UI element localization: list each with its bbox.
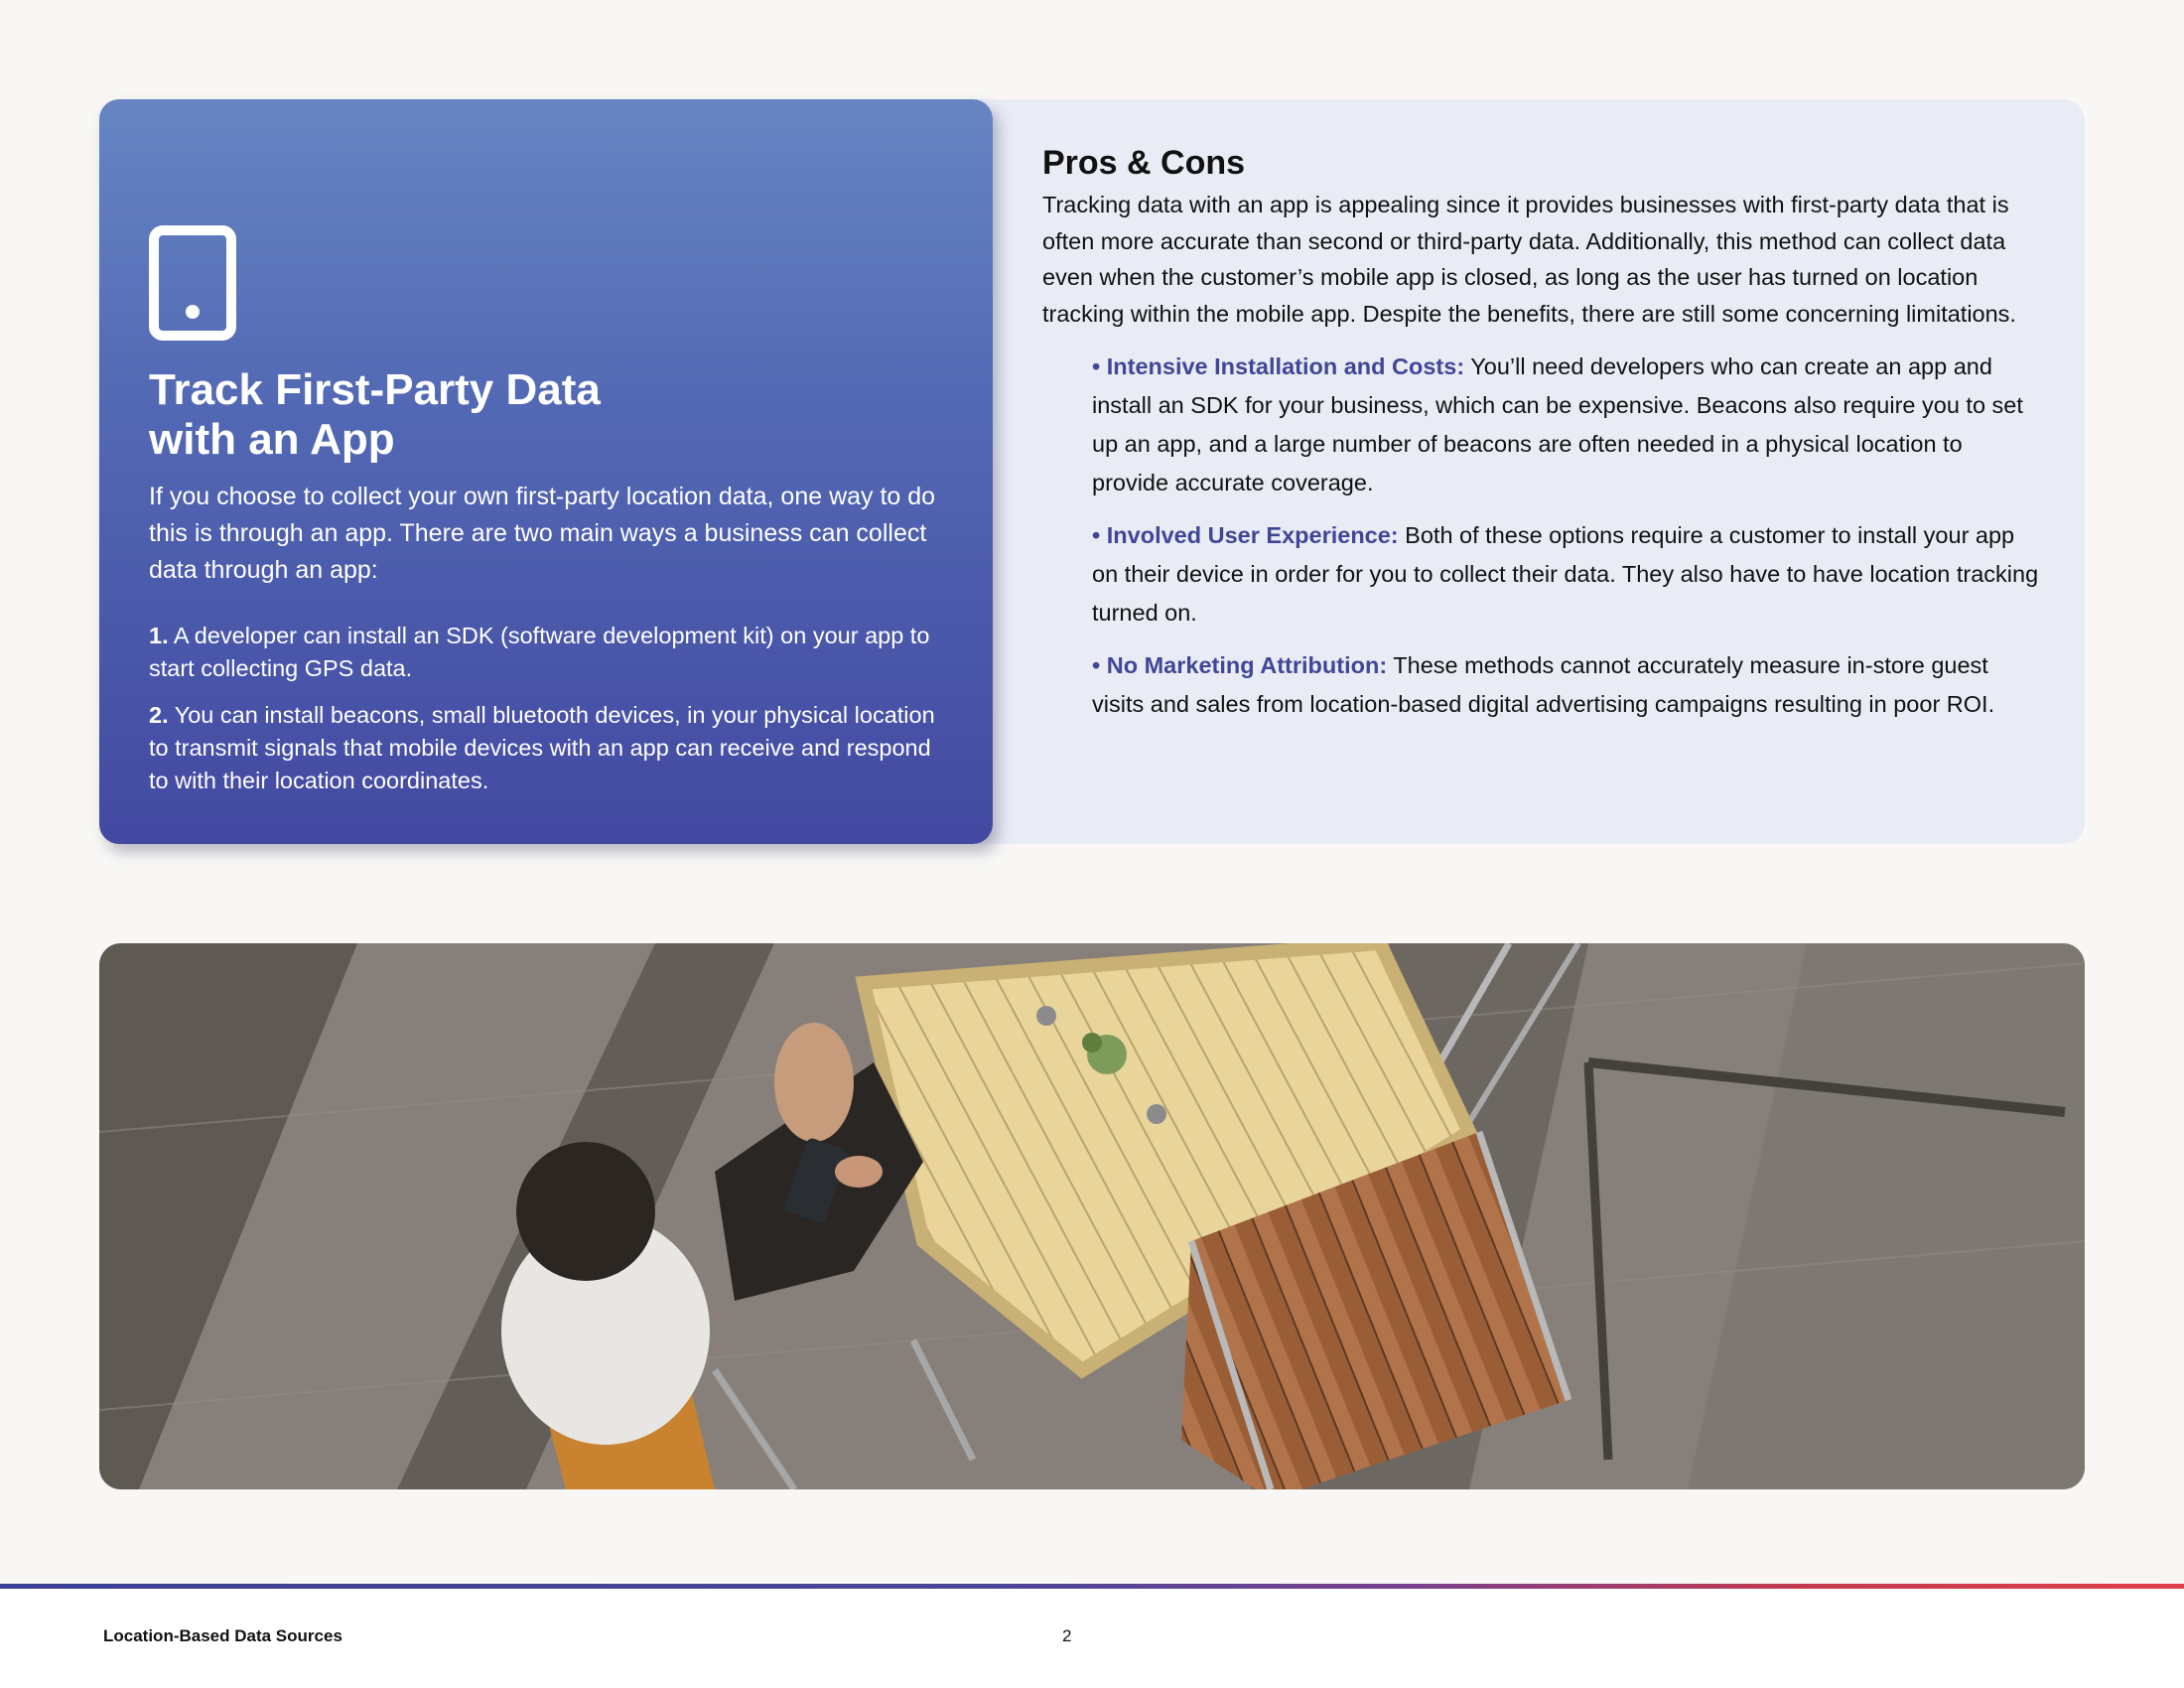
- bullet-label: • No Marketing Attribution:: [1092, 652, 1388, 678]
- panel-intro: If you choose to collect your own first-party location data, one way to do this is through an app. There are two main ways a business can collect data through an app:: [149, 483, 936, 584]
- bullet-text: Both of these options require a customer to install your app on their device in order for you to collect their data. They also have to have location tracking turned on.: [1092, 522, 2039, 626]
- page-number: 2: [1062, 1626, 1072, 1645]
- list-item: [1092, 516, 2045, 633]
- bullet-label: • Intensive Installation and Costs:: [1092, 353, 1465, 379]
- section-title: Pros & Cons: [1042, 144, 1246, 182]
- bullet-text: These methods cannot accurately measure in-store guest visits and sales from location-based digital advertising campaigns resulting in poor ROI.: [1092, 652, 1995, 717]
- mobile-phone-icon: [149, 225, 236, 341]
- pros-cons-section: [1042, 139, 2039, 738]
- step-number: 1.: [149, 623, 169, 648]
- step-number: 2.: [149, 702, 169, 728]
- bullet-label: • Involved User Experience:: [1092, 522, 1399, 548]
- step-text: You can install beacons, small bluetooth devices, in your physical location to transmit signals that mobile devices with an app can receive and respond to with their location coordinates.: [149, 702, 935, 793]
- panel-title: Track First-Party Data with an App: [149, 365, 601, 464]
- step-item: [149, 699, 953, 797]
- cafe-photo: [99, 943, 2085, 1489]
- step-text: A developer can install an SDK (software development kit) on your app to start collecting GPS data.: [149, 623, 930, 681]
- list-item: [1092, 646, 2045, 724]
- limitations-list: [1092, 348, 2045, 724]
- section-body: Tracking data with an app is appealing since it provides businesses with first-party data that is often more accurate than second or third-party data. Additionally, this method can collect data even when the customer’s mobile app is closed, as long as the user has turned on location tracking within the mobile app. Despite the benefits, there are still some concerning limitations.: [1042, 192, 2016, 327]
- bullet-text: You’ll need developers who can create an app and install an SDK for your business, which can be expensive. Beacons also require you to set up an app, and a large number of beacons are often needed in a physical location to provide accurate coverage.: [1092, 353, 2023, 495]
- footer-title: Location-Based Data Sources: [103, 1626, 342, 1645]
- list-item: [1092, 348, 2045, 502]
- app-tracking-panel: [99, 99, 993, 844]
- step-item: [149, 620, 953, 685]
- steps-list: [149, 620, 953, 811]
